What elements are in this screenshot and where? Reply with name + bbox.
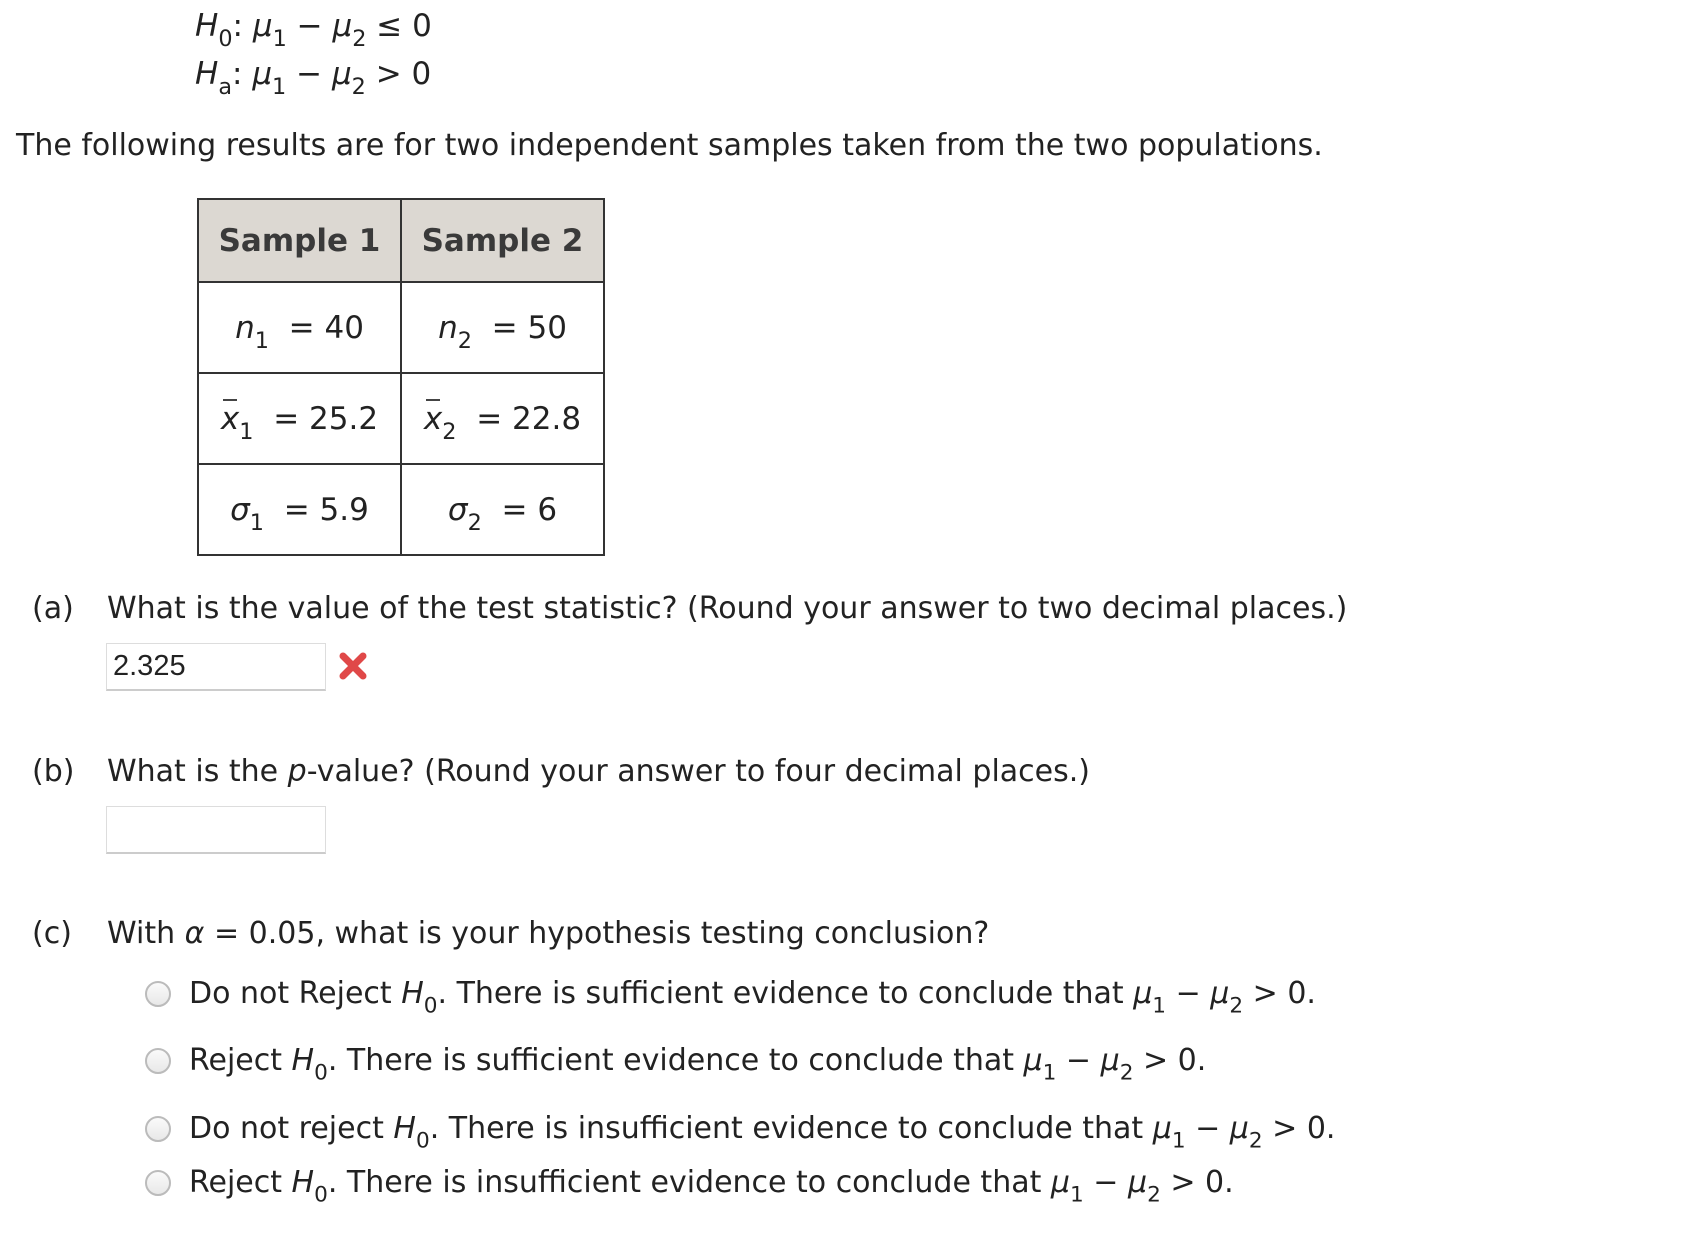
option-3-label[interactable]: Do not reject $H_0$. There is insufficient evidence to conclude that $\mu_1 - \mu_2 > 0$. xyxy=(189,1111,1336,1154)
sigma1-cell: $\sigma_1 = 5.9$ xyxy=(198,464,401,555)
option-3-radio[interactable] xyxy=(145,1116,171,1142)
option-3[interactable] xyxy=(145,1111,1336,1154)
n2-cell: $n_2 = 50$ xyxy=(401,282,604,373)
null-hypothesis: $H_0$: $\mu_1 - \mu_2 \le 0$ xyxy=(195,8,432,53)
option-4-radio[interactable] xyxy=(145,1170,171,1196)
sigma2-cell: $\sigma_2 = 6$ xyxy=(401,464,604,555)
option-2-label[interactable]: Reject $H_0$. There is sufficient evidence to conclude that $\mu_1 - \mu_2 > 0$. xyxy=(189,1043,1207,1086)
alternative-hypothesis: $H_a$: $\mu_1 - \mu_2 > 0$ xyxy=(195,56,432,101)
question-c-label: (c) xyxy=(32,916,72,951)
sample-table xyxy=(197,198,605,556)
option-4[interactable] xyxy=(145,1165,1234,1208)
p-value-input[interactable] xyxy=(106,806,326,854)
test-statistic-input[interactable] xyxy=(106,643,326,691)
header-sample-2: Sample 2 xyxy=(401,199,604,282)
option-4-label[interactable]: Reject $H_0$. There is insufficient evidence to conclude that $\mu_1 - \mu_2 > 0$. xyxy=(189,1165,1234,1208)
option-1[interactable] xyxy=(145,976,1316,1019)
question-a xyxy=(32,591,1347,626)
option-1-radio[interactable] xyxy=(145,981,171,1007)
question-b-label: (b) xyxy=(32,754,75,789)
option-2[interactable] xyxy=(145,1043,1207,1086)
option-2-radio[interactable] xyxy=(145,1048,171,1074)
question-a-text: What is the value of the test statistic? (Round your answer to two decimal places.) xyxy=(107,591,1348,626)
n1-cell: $n_1 = 40$ xyxy=(198,282,401,373)
question-a-label: (a) xyxy=(32,591,74,626)
table-row xyxy=(198,282,604,373)
table-row xyxy=(198,373,604,464)
option-1-label[interactable]: Do not Reject $H_0$. There is sufficient evidence to conclude that $\mu_1 - \mu_2 > 0$. xyxy=(189,976,1316,1019)
incorrect-x-icon xyxy=(337,650,369,682)
intro-text: The following results are for two independent samples taken from the two populations. xyxy=(16,128,1323,163)
table-row xyxy=(198,464,604,555)
question-b: (b) What is the p-value? (Round your answer to four decimal places.) xyxy=(32,754,1090,789)
xbar2-cell: $x_2 = 22.8$ xyxy=(401,373,604,464)
xbar1-cell: $x_1 = 25.2$ xyxy=(198,373,401,464)
question-c: (c) With α = 0.05, what is your hypothesis testing conclusion? xyxy=(32,916,990,951)
header-sample-1: Sample 1 xyxy=(198,199,401,282)
